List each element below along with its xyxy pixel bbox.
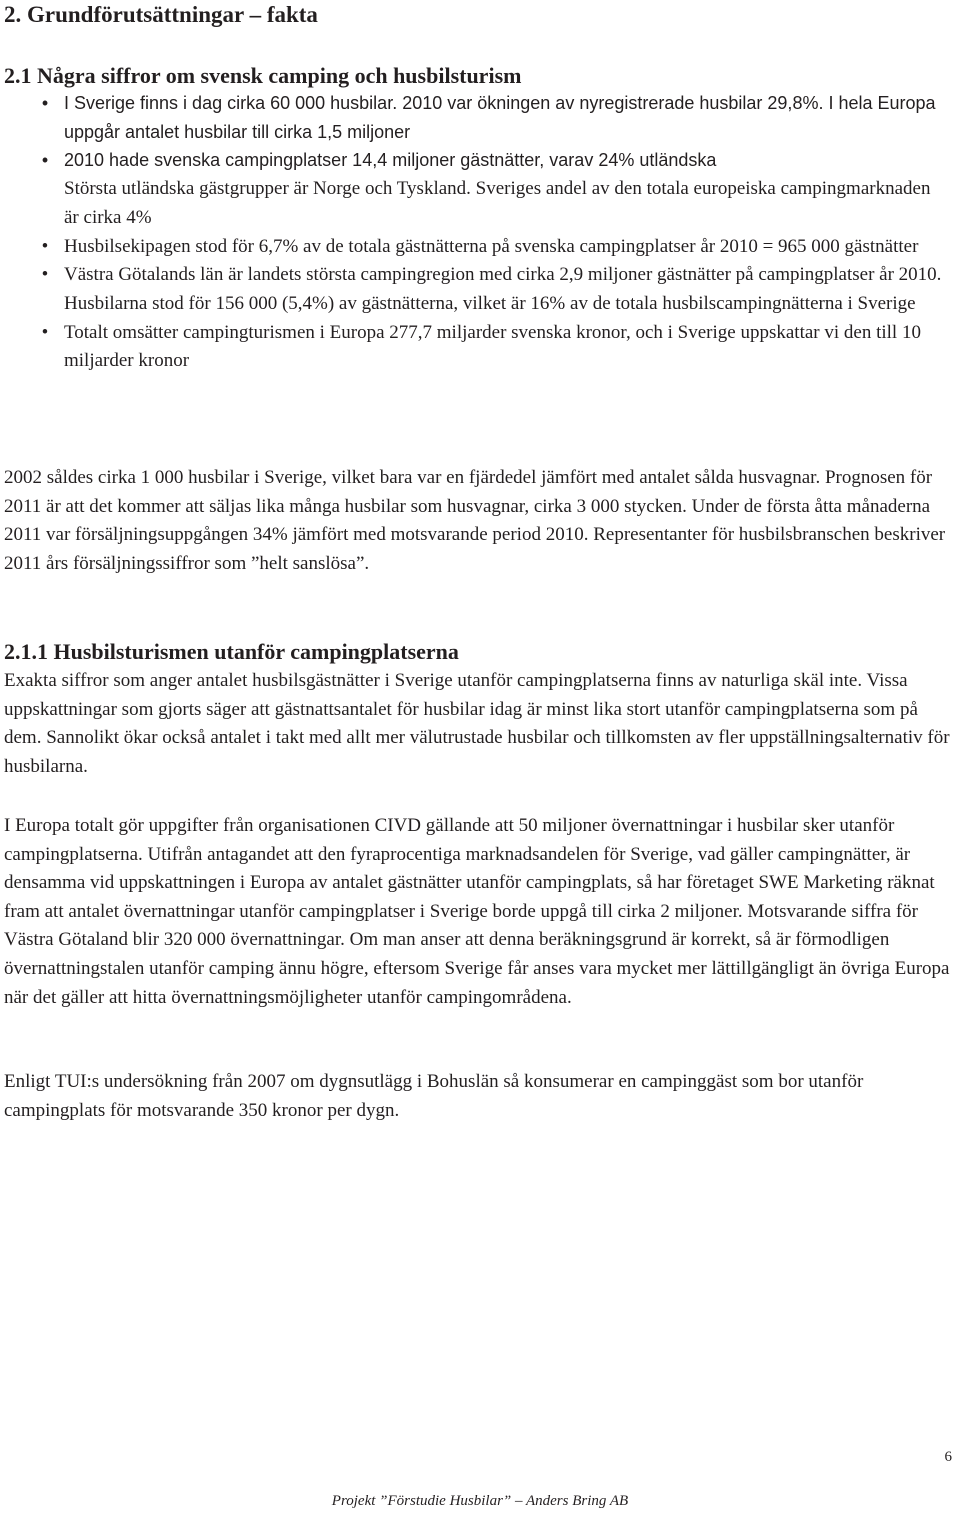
bullet-text: Västra Götalands län är landets största campingregion med cirka 2,9 miljoner gästnätter på campingplatser år 2010. Husbilarna stod för 156 000 (5,4%) av gästnätterna, vilket är 16% av de totala husbilscampingnätterna i Sverige [64, 264, 942, 314]
bullet-icon: • [41, 93, 49, 113]
bullet-icon: • [41, 235, 49, 257]
list-item [0, 175, 944, 232]
bullet-text: Totalt omsätter campingturismen i Europa 277,7 miljarder svenska kronor, och i Sverige uppskattar vi den till 10 miljarder kronor [64, 321, 921, 372]
section-heading-2-1: 2.1 Några siffror om svensk camping och husbilsturism [4, 63, 522, 88]
chapter-heading: 2. Grundförutsättningar – fakta [4, 2, 318, 27]
section-heading-2-1-1: 2.1.1 Husbilsturismen utanför campingplatserna [4, 639, 459, 664]
bullet-icon: • [41, 321, 49, 343]
list-item [0, 233, 944, 262]
bullet-text: 2010 hade svenska campingplatser 14,4 miljoner gästnätter, varav 24% utländska [64, 150, 717, 171]
paragraph-exact-figures: Exakta siffror som anger antalet husbilsgästnätter i Sverige utanför campingplatserna finns av naturliga skäl inte. Vissa uppskattningar som gjorts säger att gästnattsantalet för husbilar idag är minst lika stort utanför campingplatserna som på dem. Sannolikt ökar också antalet i takt med allt mer välutrustade husbilar och tillkomsten av fler uppställningsalternativ för husbilarna. [4, 670, 950, 777]
bullet-text: Husbilsekipagen stod för 6,7% av de totala gästnätterna på svenska campingplatser år 2010 = 965 000 gästnätter [64, 235, 919, 257]
sales-paragraph: 2002 såldes cirka 1 000 husbilar i Sverige, vilket bara var en fjärdedel jämfört med antalet sålda husvagnar. Prognosen för 2011 är att det kommer att säljas lika många husbilar som husvagnar, cirka 3 000 stycken. Under de första åtta månaderna 2011 var försäljningsuppgången 34% jämfört med motsvarande period 2010. Representanter för husbilsbranschen beskriver 2011 års försäljningssiffror som ”helt sanslösa”. [4, 467, 946, 574]
bullet-icon: • [41, 150, 49, 171]
list-item [0, 261, 944, 318]
paragraph-tui-survey: Enligt TUI:s undersökning från 2007 om dygnsutlägg i Bohuslän så konsumerar en campinggäst som bor utanför campingplats för motsvarande 350 kronor per dygn. [4, 1071, 864, 1121]
bullet-text: Största utländska gästgrupper är Norge och Tyskland. Sveriges andel av den totala europeiska campingmarknaden är cirka 4% [64, 178, 931, 228]
list-item [0, 146, 944, 175]
page-footer: Projekt ”Förstudie Husbilar” – Anders Bring AB [331, 1493, 629, 1509]
facts-bullet-list [0, 89, 960, 376]
bullet-icon: • [41, 264, 49, 286]
paragraph-europe-civd: I Europa totalt gör uppgifter från organisationen CIVD gällande att 50 miljoner övernattningar i husbilar sker utanför campingplatserna. Utifrån antagandet att den fyraprocentiga marknadsandelen för Sverige, vad gäller campingnätter, är densamma vid uppskattningen i Europa av antalet gästnätter utanför campingplats, så har företaget SWE Marketing räknat fram att antalet övernattningar utanför campingplatser i Sverige borde uppgå till cirka 2 miljoner. Motsvarande siffra för Västra Götaland blir 320 000 övernattningar. Om man anser att denna beräkningsgrund är korrekt, så är förmodligen övernattningstalen utanför camping ännu högre, eftersom Sverige får anses vara mycket mer lättillgängligt än övriga Europa när det gäller att hitta övernattningsmöjligheter utanför campingområdena. [4, 815, 950, 1008]
list-item [0, 319, 944, 376]
list-item [0, 89, 944, 146]
bullet-text: I Sverige finns i dag cirka 60 000 husbilar. 2010 var ökningen av nyregistrerade husbilar 29,8%. I hela Europa uppgår antalet husbilar till cirka 1,5 miljoner [64, 93, 936, 142]
page-number: 6 [944, 1449, 952, 1465]
